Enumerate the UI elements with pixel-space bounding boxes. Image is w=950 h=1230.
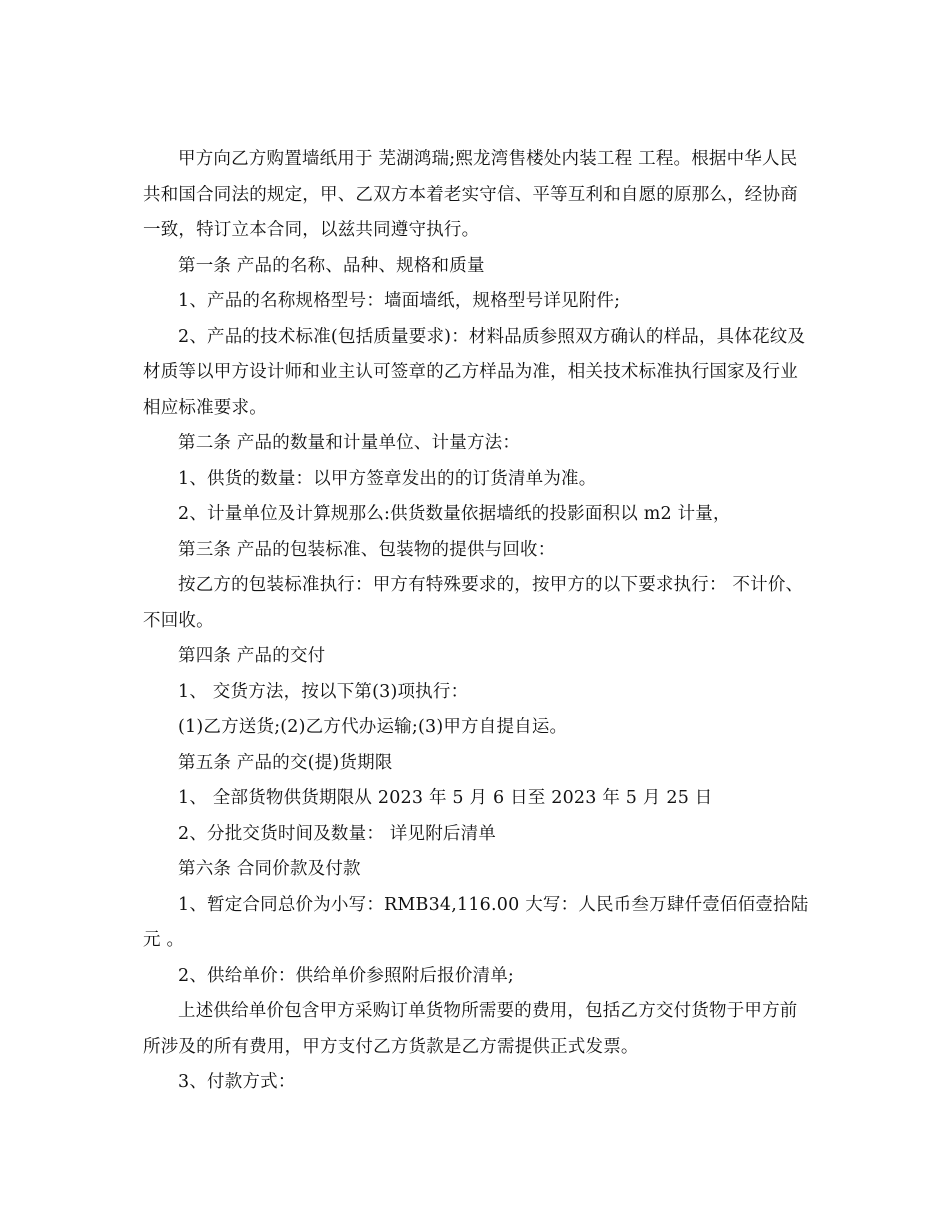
article-5-item-2: 2、分批交货时间及数量： 详见附后清单 [178,823,496,844]
article-2-item-2: 2、计量单位及计算规那么:供货数量依据墙纸的投影面积以 m2 计量， [178,504,731,524]
article-2-item-1: 1、供货的数量：以甲方签章发出的的订货清单为准。 [178,468,597,489]
article-3-heading: 第三条 产品的包装标准、包装物的提供与回收： [178,539,556,560]
article-6-item-3: 3、付款方式： [178,1072,296,1092]
article-1-item-1: 1、产品的名称规格型号：墙面墙纸，规格型号详见附件; [178,291,621,311]
article-5-item-1: 1、 全部货物供货期限从 2023 年 5 月 6 日至 2023 年 5 月 25 日 [178,788,713,808]
article-5-heading: 第五条 产品的交(提)货期限 [178,752,393,773]
article-6-heading: 第六条 合同价款及付款 [178,859,361,879]
paragraph-intro: 甲方向乙方购置墙纸用于 芜湖鸿瑞;熙龙湾售楼处内装工程 工程。根据中华人民共和国合同法的规定，甲、乙双方本着老实守信、平等互利和自愿的原那么，经协商一致，特订立本合同，以兹共同遵守执行。 [143,149,798,240]
article-4-options: (1)乙方送货;(2)乙方代办运输;(3)甲方自提自运。 [178,717,568,737]
contract-body [143,142,813,1101]
article-6-item-2: 2、供给单价：供给单价参照附后报价清单; [178,965,515,986]
article-4-item-1: 1、 交货方法，按以下第(3)项执行： [178,681,469,702]
article-3-text: 按乙方的包装标准执行：甲方有特殊要求的，按甲方的以下要求执行： 不计价、不回收。 [143,575,804,631]
article-1-item-2: 2、产品的技术标准(包括质量要求)：材料品质参照双方确认的样品，具体花纹及材质等以甲方设计师和业主认可签章的乙方样品为准，相关技术标准执行国家及行业相应标准要求。 [143,326,806,418]
article-6-item-1: 1、暂定合同总价为小写：RMB34,116.00 大写：人民币叁万肆仟壹佰佰壹拾陆元 。 [143,894,809,950]
article-4-heading: 第四条 产品的交付 [178,646,326,666]
article-1-heading: 第一条 产品的名称、品种、规格和质量 [178,255,485,276]
article-2-heading: 第二条 产品的数量和计量单位、计量方法： [178,433,521,453]
article-6-price-note: 上述供给单价包含甲方采购订单货物所需要的费用，包括乙方交付货物于甲方前所涉及的所有费用，甲方支付乙方货款是乙方需提供正式发票。 [143,1001,798,1057]
